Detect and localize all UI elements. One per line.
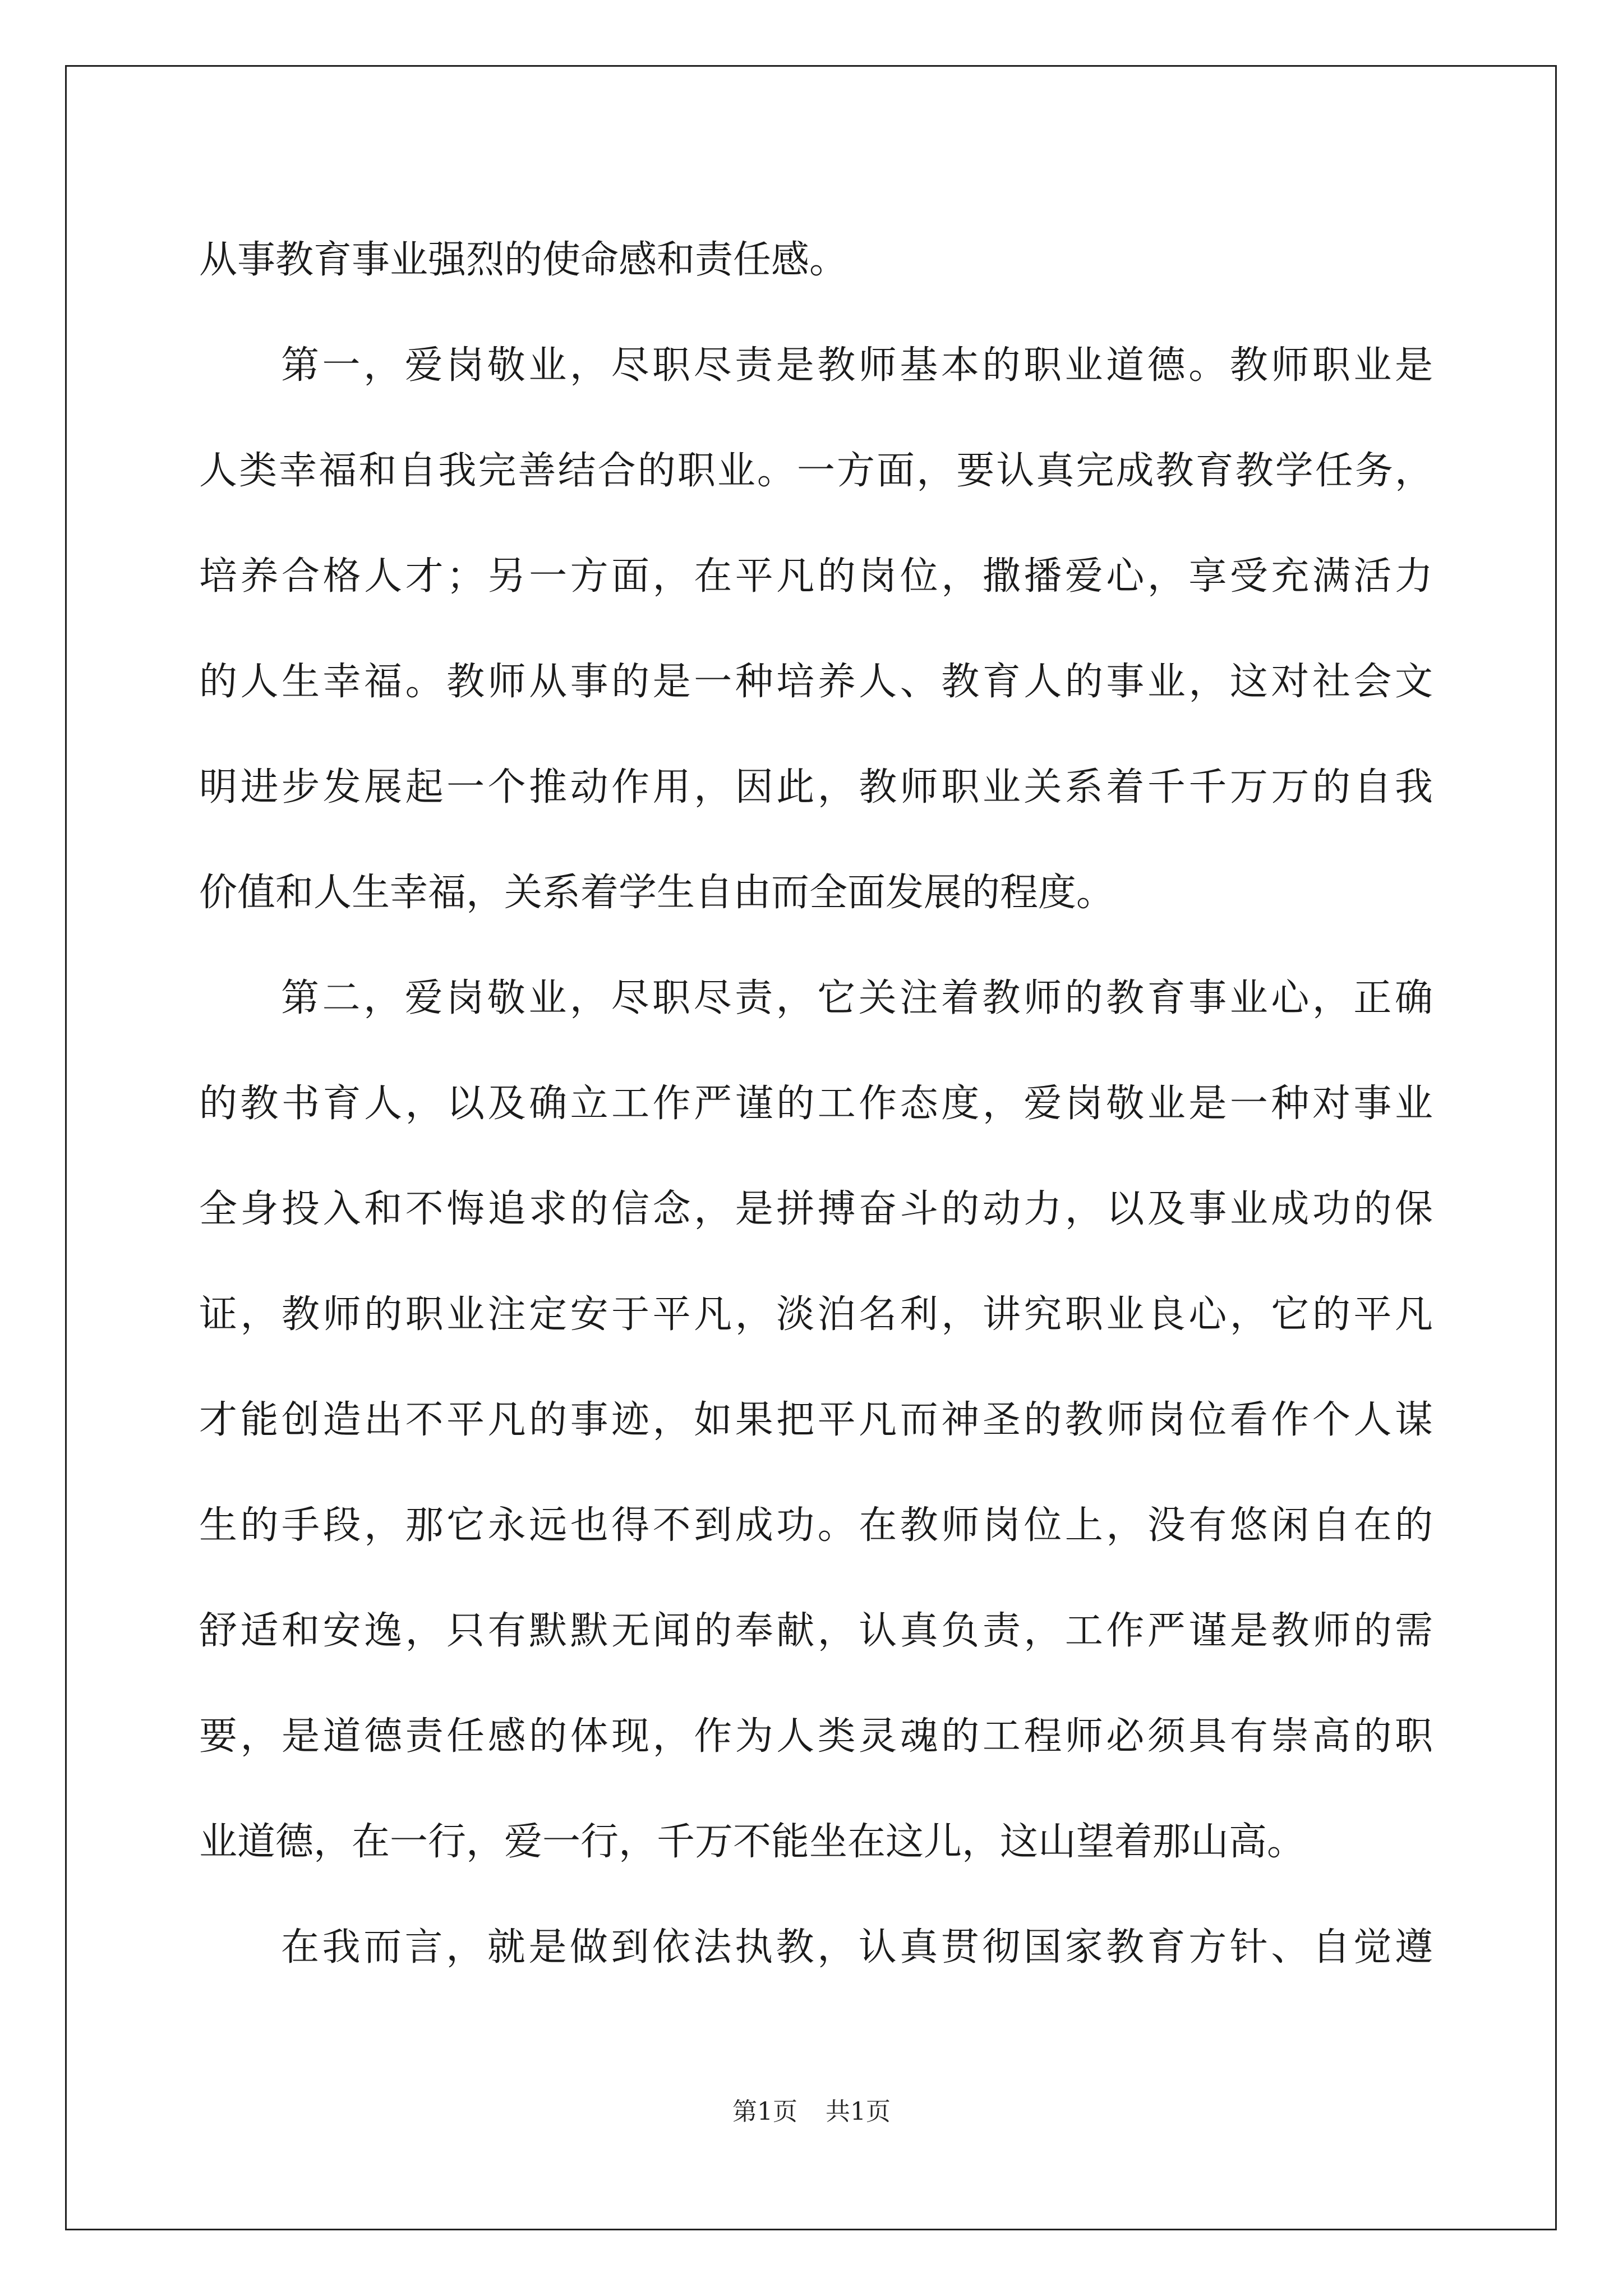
- paragraph-line: 的教书育人，以及确立工作严谨的工作态度，爱岗敬业是一种对事业: [199, 1082, 1433, 1126]
- paragraph-line: 价值和人生幸福，关系着学生自由而全面发展的程度。: [199, 871, 1115, 915]
- page-footer: [0, 2095, 1623, 2129]
- paragraph-line: 业道德，在一行，爱一行，千万不能坐在这儿，这山望着那山高。: [199, 1820, 1306, 1864]
- paragraph-line: 培养合格人才；另一方面，在平凡的岗位，撒播爱心，享受充满活力: [199, 554, 1433, 599]
- paragraph-line: 在我而言，就是做到依法执教，认真贯彻国家教育方针、自觉遵: [281, 1925, 1433, 1970]
- paragraph-line: 才能创造出不平凡的事迹，如果把平凡而神圣的教师岗位看作个人谋: [199, 1398, 1433, 1442]
- page-total: 共1页: [826, 2097, 891, 2126]
- page-number: 第1页: [732, 2097, 797, 2126]
- paragraph-line: 明进步发展起一个推动作用，因此，教师职业关系着千千万万的自我: [199, 765, 1433, 809]
- paragraph-line: 生的手段，那它永远也得不到成功。在教师岗位上，没有悠闲自在的: [199, 1503, 1433, 1548]
- paragraph-line: 全身投入和不悔追求的信念，是拼搏奋斗的动力，以及事业成功的保: [199, 1187, 1433, 1231]
- paragraph-line: 第二，爱岗敬业，尽职尽责，它关注着教师的教育事业心，正确: [281, 976, 1433, 1020]
- paragraph-line: 人类幸福和自我完善结合的职业。一方面，要认真完成教育教学任务，: [199, 449, 1433, 493]
- paragraph-line: 要，是道德责任感的体现，作为人类灵魂的工程师必须具有崇高的职: [199, 1714, 1433, 1759]
- paragraph-line: 的人生幸福。教师从事的是一种培养人、教育人的事业，这对社会文: [199, 660, 1433, 704]
- document-body: [199, 208, 1433, 2000]
- paragraph-line: 从事教育事业强烈的使命感和责任感。: [199, 238, 848, 282]
- paragraph-line: 舒适和安逸，只有默默无闻的奉献，认真负责，工作严谨是教师的需: [199, 1609, 1433, 1653]
- paragraph-line: 证，教师的职业注定安于平凡，淡泊名利，讲究职业良心，它的平凡: [199, 1292, 1433, 1337]
- paragraph-line: 第一，爱岗敬业，尽职尽责是教师基本的职业道德。教师职业是: [281, 343, 1433, 388]
